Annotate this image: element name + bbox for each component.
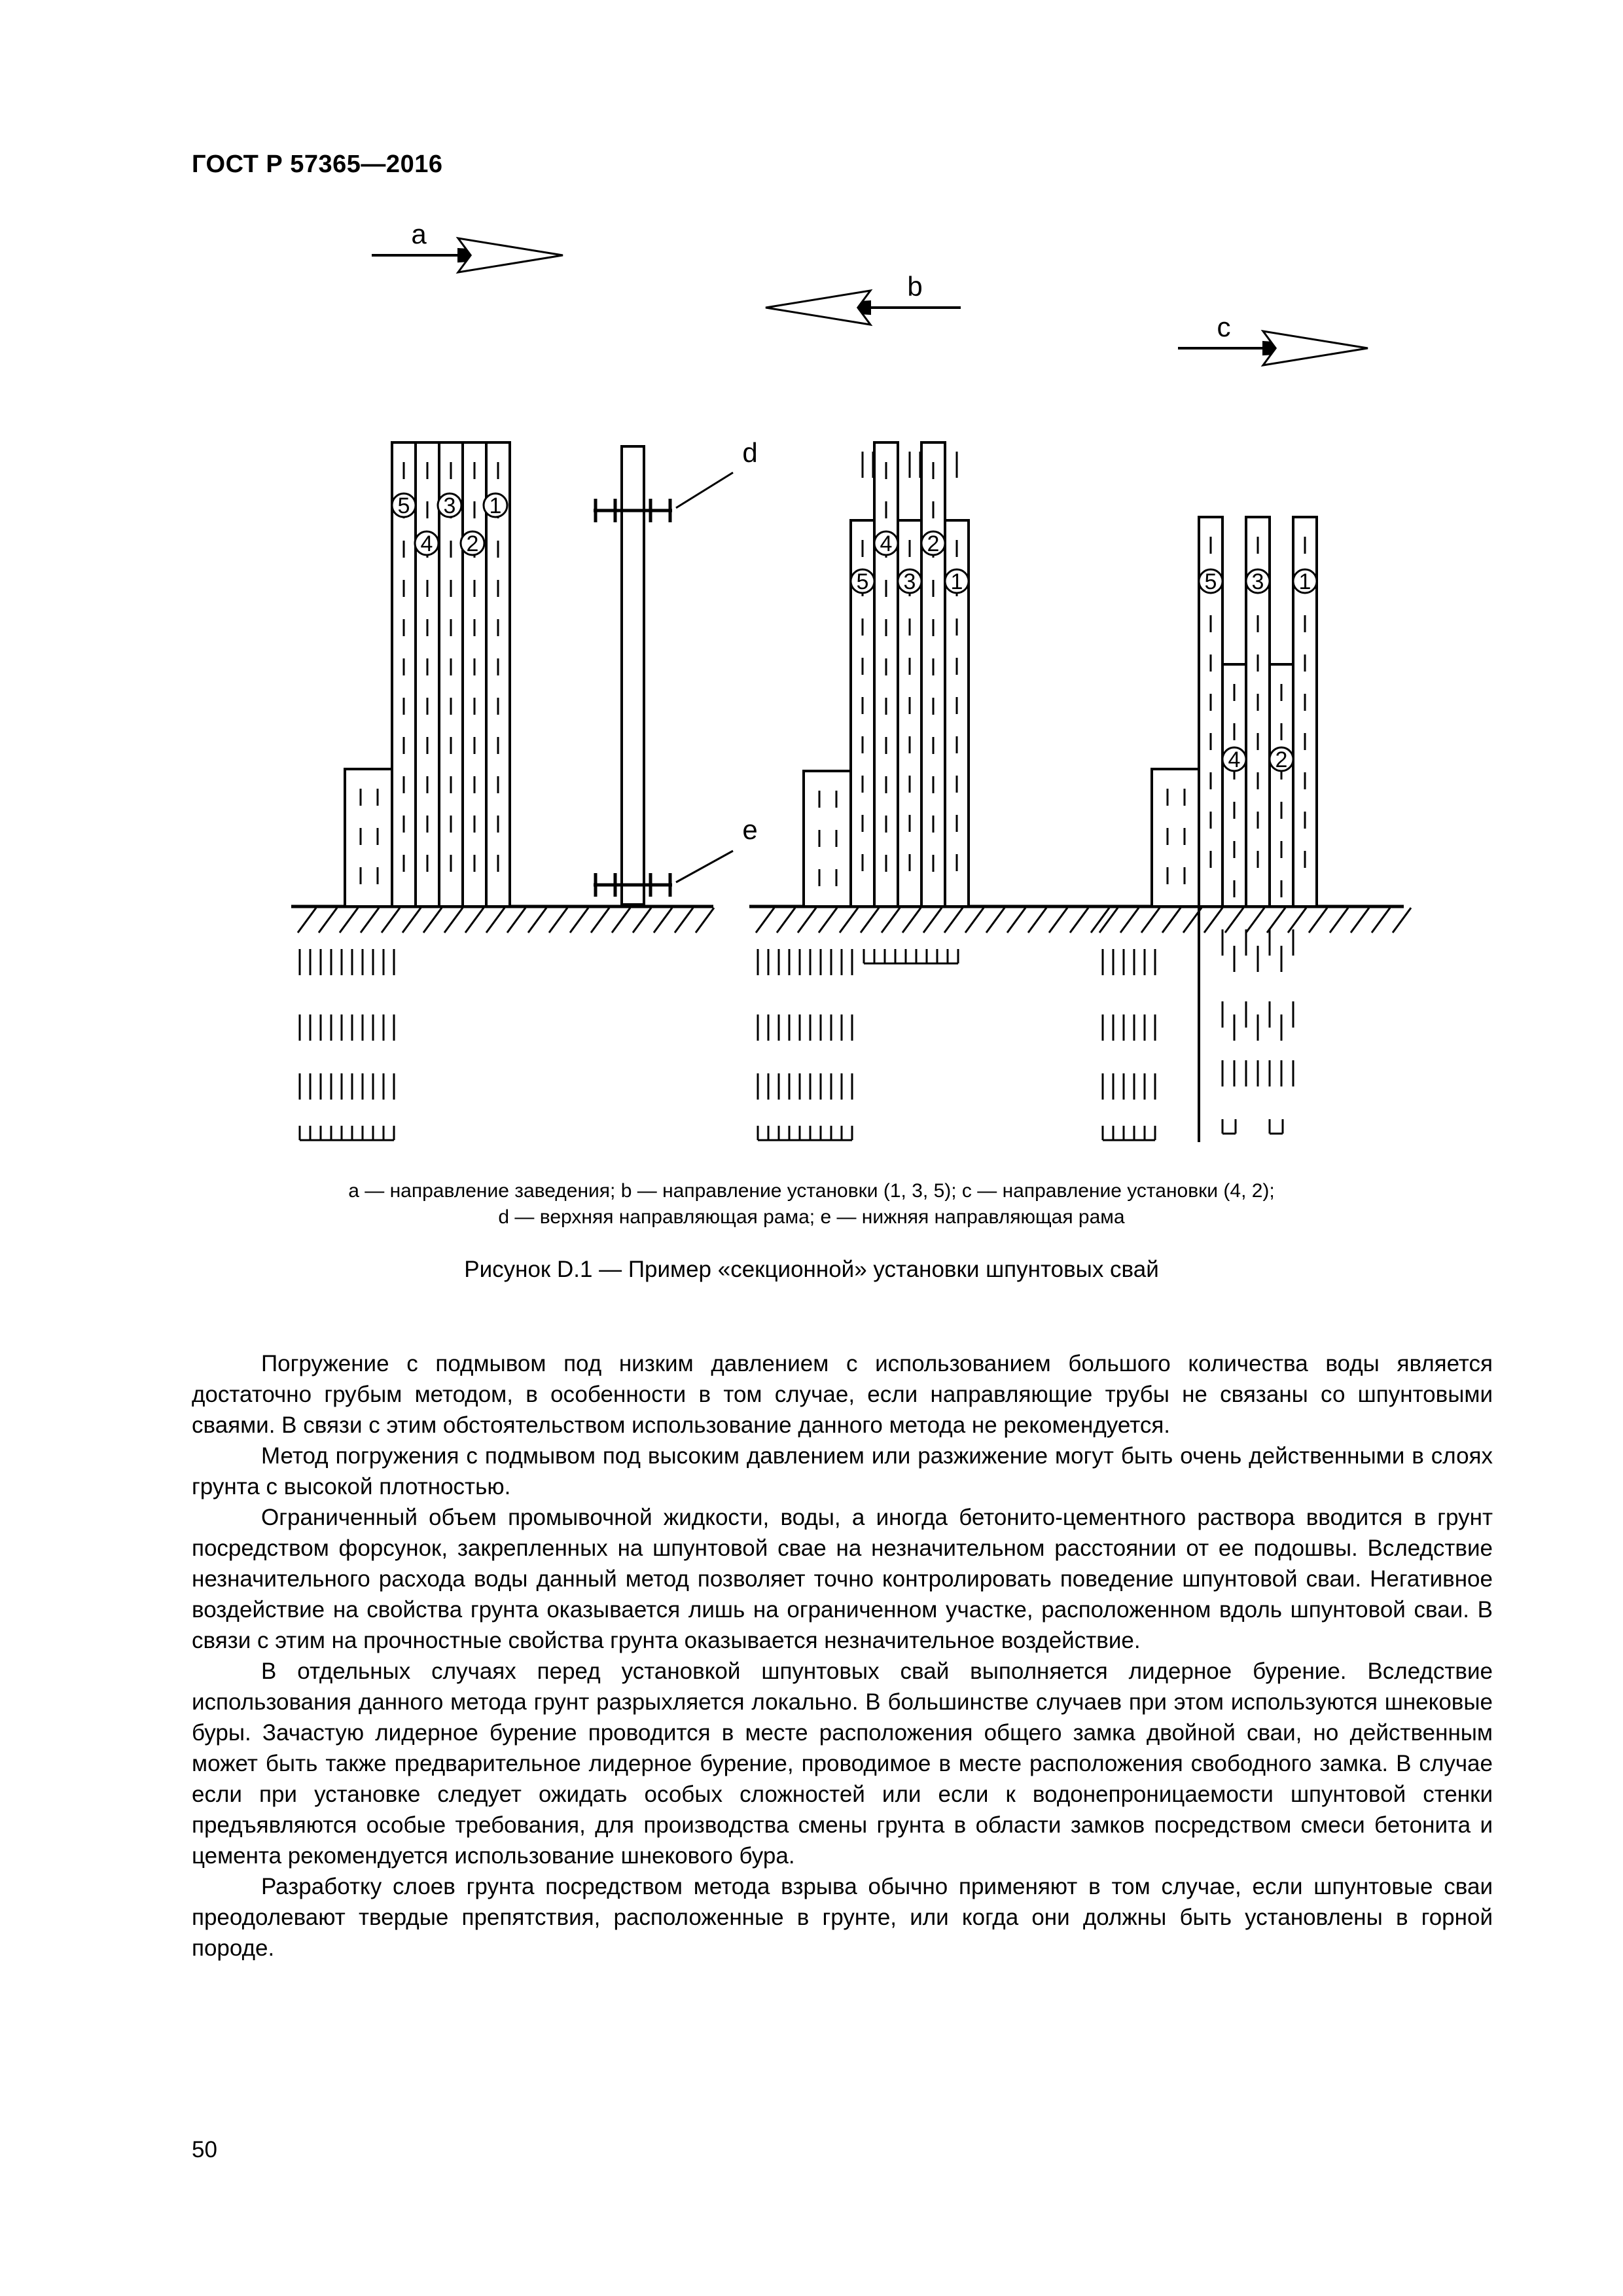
ground-hatch [675,908,693,933]
ground-hatch [423,908,442,933]
ground-hatch [902,908,921,933]
ground-hatch [1099,908,1118,933]
leader-e [676,851,733,882]
ground-hatch [633,908,651,933]
ground-hatch [319,908,337,933]
ground-hatch [1028,908,1046,933]
arrow-b-head-outline [766,291,870,325]
ground-hatch [819,908,837,933]
ground-hatch [507,908,526,933]
ground-hatch [298,908,316,933]
ground-hatch [882,908,900,933]
pile-number: 1 [1298,569,1311,594]
pile-number: 4 [880,531,893,556]
ground-hatch [465,908,484,933]
pile-number: 5 [397,493,410,518]
arrow-b-label: b [907,271,923,302]
ground-hatch [361,908,379,933]
pile-number: 2 [466,531,479,556]
ground-hatch [340,908,358,933]
ground-hatch [1372,908,1390,933]
pile-number: 1 [489,493,502,518]
ground-hatch [549,908,567,933]
ground-hatch [1309,908,1327,933]
leader-d [676,473,733,508]
ground-hatch [382,908,400,933]
ground-hatch [756,908,774,933]
ground-hatch [1204,908,1222,933]
pile-number: 3 [443,493,456,518]
ground-hatch [1246,908,1264,933]
ground-hatch [570,908,588,933]
ground-hatch [654,908,672,933]
figure-legend-line-2: d — верхняя направляющая рама; e — нижняя направляющая рама [498,1206,1125,1228]
pile-number: 4 [420,531,433,556]
pile-number: 2 [1275,747,1288,772]
guide-post [622,446,644,905]
ground-hatch [1225,908,1243,933]
paragraph: Ограниченный объем промывочной жидкости, воды, а иногда бетонито-цементного раствора вводится в грунт посредством форсунок, закрепленных на шпунтовой свае на незначительном расстоянии от ее подошвы. Вследствие незначительного расхода воды данный метод позволяет точно контролировать поведение шпунтовой сваи. Негативное воздействие на свойства грунта оказывается лишь на ограниченном участке, расположенном вдоль шпунтовой сваи. В связи с этим на прочностные свойства грунта оказывается незначительное воздействие. [192,1505,1493,1653]
ground-hatch [444,908,463,933]
sheet-pile [345,769,392,906]
ground-hatch [402,908,421,933]
paragraph: Погружение с подмывом под низким давлением с использованием большого количества воды является достаточно грубым методом, в особенности в том случае, если направляющие трубы не связаны со шпунтовыми сваями. В связи с этим обстоятельством использование данного метода не рекомендуется. [192,1351,1493,1438]
ground-hatch [1162,908,1181,933]
pile-number: 5 [856,569,869,594]
ground-hatch [1330,908,1348,933]
ground-hatch [840,908,858,933]
arrow-a-head-outline [458,238,563,272]
arrow-c-label: c [1217,312,1231,342]
ground-hatch [1267,908,1285,933]
paragraph: В отдельных случаях перед установкой шпунтовых свай выполняется лидерное бурение. Вследствие использования данного метода грунт разрыхляется локально. В большинстве случаев при этом используются шнековые буры. Зачастую лидерное бурение проводится в месте расположения общего замка двойной сваи, но действенным может быть также предварительное лидерное бурение, проводимое в месте расположения свободного замка. В случае если при установке следует ожидать особых сложностей или если к водонепроницаемости шпунтовой стенки предъявляются особые требования, для производства смены грунта в области замков посредством смеси бетонита и цемента рекомендуется использование шнекового бура. [192,1659,1493,1869]
pile-number: 1 [950,569,963,594]
sheet-pile [1152,769,1199,906]
ground-hatch [986,908,1005,933]
figure-legend-line-1: a — направление заведения; b — направление установки (1, 3, 5); c — направление установки (4, 2); [348,1180,1275,1202]
ground-hatch [528,908,546,933]
ground-hatch [1049,908,1067,933]
ground-hatch [944,908,963,933]
label-d: d [742,437,758,468]
pile-number: 5 [1204,569,1217,594]
ground-hatch [861,908,879,933]
figure-title: Рисунок D.1 — Пример «секционной» установки шпунтовых свай [464,1257,1159,1282]
pile-number: 2 [927,531,940,556]
ground-hatch [798,908,816,933]
ground-hatch [1007,908,1026,933]
ground-hatch [591,908,609,933]
arrow-c-head-outline [1263,331,1368,365]
ground-hatch [1141,908,1160,933]
label-e: e [742,814,758,845]
paragraph: Разработку слоев грунта посредством метода взрыва обычно применяют в том случае, если шпунтовые сваи преодолевают твердые препятствия, расположенные в грунте, или когда они должны быть установлены в горной породе. [192,1874,1493,1961]
ground-hatch [1351,908,1369,933]
arrow-a-label: a [411,219,427,249]
ground-hatch [1120,908,1139,933]
pile-number: 3 [903,569,916,594]
page-number: 50 [192,2137,217,2162]
ground-hatch [923,908,942,933]
pile-number: 4 [1228,747,1241,772]
body-text [192,1348,1493,1964]
document-header: ГОСТ Р 57365—2016 [192,151,443,178]
ground-hatch [1393,908,1411,933]
pile-number: 3 [1251,569,1264,594]
ground-hatch [612,908,630,933]
ground-hatch [486,908,505,933]
ground-hatch [1070,908,1088,933]
ground-hatch [777,908,795,933]
ground-hatch [1091,908,1109,933]
ground-hatch [965,908,984,933]
ground-hatch [696,908,714,933]
paragraph: Метод погружения с подмывом под высоким давлением или разжижение могут быть очень действенными в слоях грунта с высокой плотностью. [192,1443,1493,1499]
ground-hatch [1288,908,1306,933]
sheet-pile [804,771,851,906]
